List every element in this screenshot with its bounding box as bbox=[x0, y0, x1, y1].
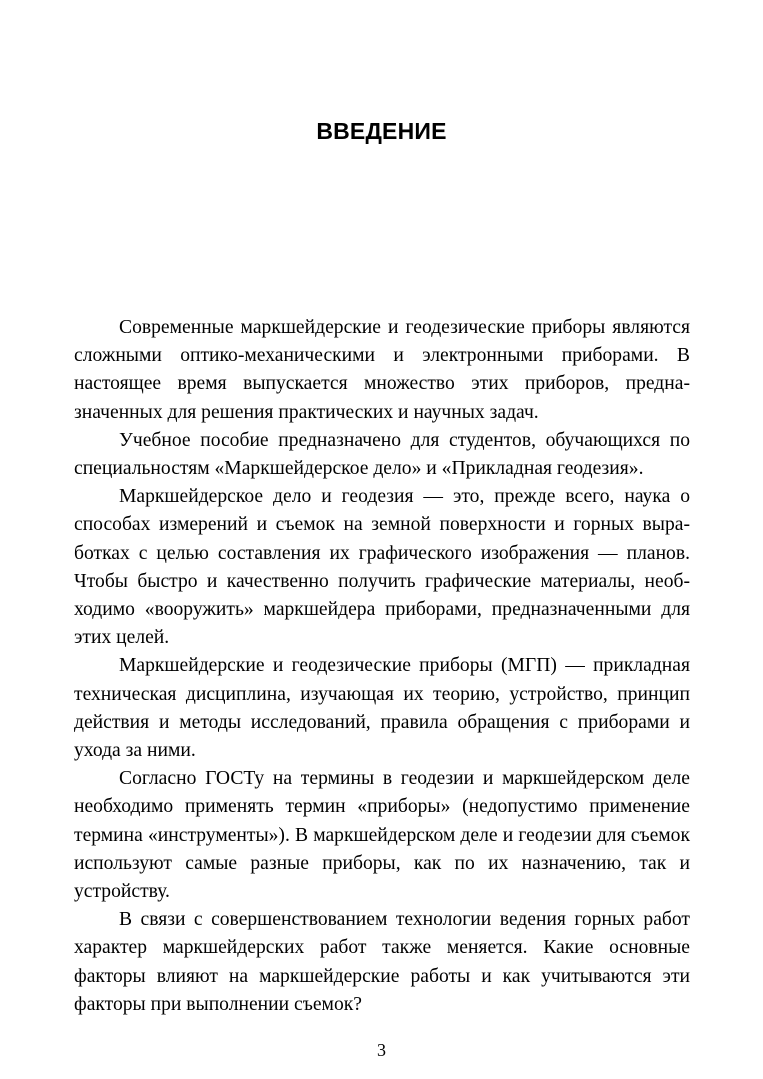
page-number: 3 bbox=[377, 1040, 386, 1060]
paragraph: Маркшейдерское дело и геодезия — это, прежде всего, наука о способах измерений и съемок на земной поверхности и горных выработках с целью составления их графического изображения — планов. Чтобы быстро и качественно получить графические материалы, необходимо «вооружить» маркшейдера приборами, предназначенными для этих целей. bbox=[74, 486, 690, 649]
paragraph: Маркшейдерские и геодезические приборы (МГП) — прикладная техническая дисциплина, изучающая их теорию, устройство, принцип действия и методы исследований, правила обращения с приборами и ухода за ними. bbox=[74, 655, 690, 762]
paragraph: Согласно ГОСТу на термины в геодезии и маркшейдерском деле необходимо применять термин «приборы» (недопустимо применение термина «инструменты»). В маркшейдерском деле и геодезии для съемок используют самые разные приборы, как по их назначению, так и устройству. bbox=[74, 768, 690, 903]
page-title: ВВЕДЕНИЕ bbox=[316, 118, 447, 144]
paragraph: Учебное пособие предназначено для студентов, обучающихся по специальностям «Маркшейдерское дело» и «Прикладная геодезия». bbox=[74, 429, 690, 480]
body-text bbox=[74, 314, 690, 1019]
paragraph: В связи с совершенствованием технологии ведения горных работ характер маркшейдерских работ также меняется. Какие основные факторы влияют на маркшейдерские работы и как учитываются эти факторы при выполнении съемок? bbox=[74, 909, 690, 1015]
paragraph: Современные маркшейдерские и геодезические приборы являются сложными оптико-механическими и электронными приборами. В настоящее время выпускается множество этих приборов, предназначенных для решения практических и научных задач. bbox=[74, 317, 690, 423]
